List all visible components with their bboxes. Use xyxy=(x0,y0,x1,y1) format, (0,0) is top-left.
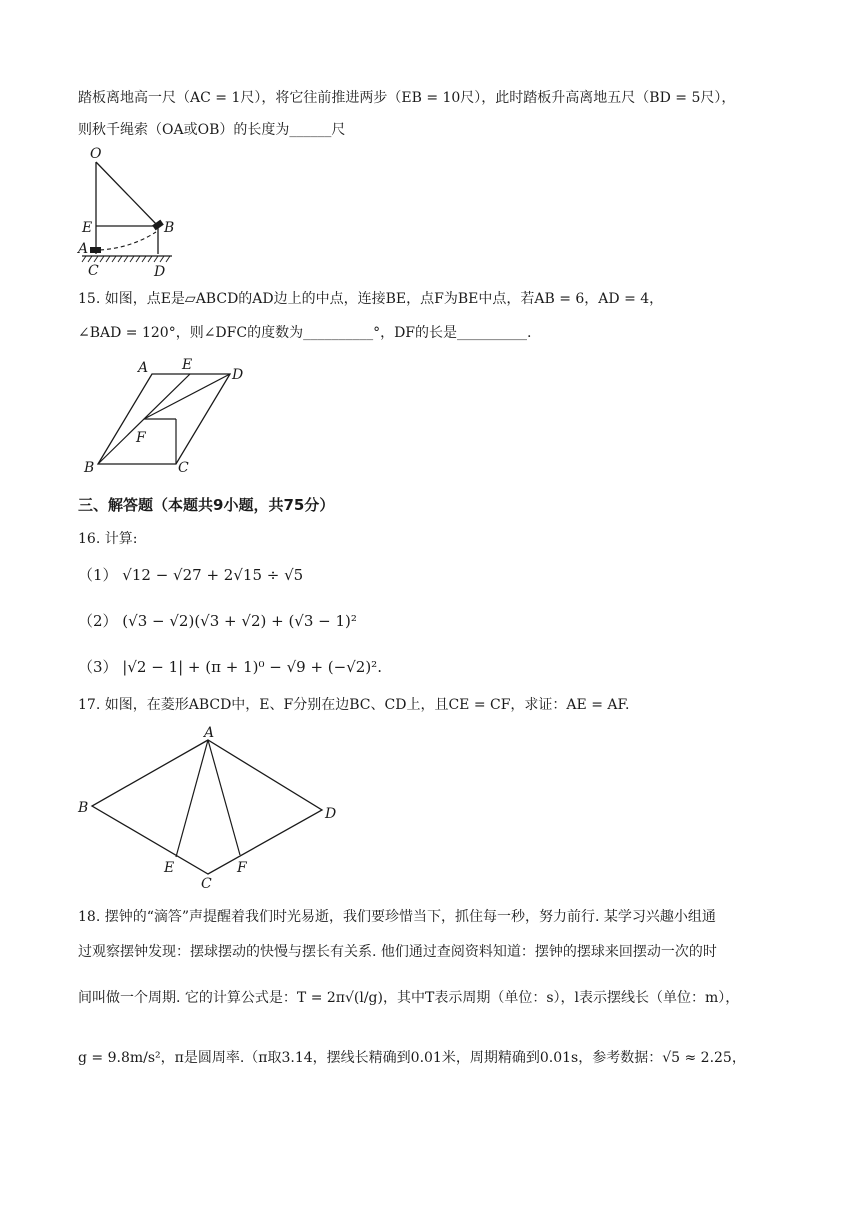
q17-label-D: D xyxy=(325,806,337,822)
q18-text-line3: 间叫做一个周期. 它的计算公式是：T = 2π√(l/g)，其中T表示周期（单位：s），l表示摆线长（单位：m）， xyxy=(78,990,740,1006)
q14-label-D: D xyxy=(154,264,166,278)
q17-label-C: C xyxy=(201,876,212,892)
q14-swing-figure xyxy=(76,146,186,278)
q15-text-line1: 15. 如图，点E是▱ABCD的AD边上的中点，连接BE，点F为BE中点，若AB = 6，AD = 4， xyxy=(78,291,664,307)
q17-stem: 17. 如图，在菱形ABCD中，E、F分别在边BC、CD上，且CE = CF，求证：AE = AF. xyxy=(78,697,630,713)
q15-label-F: F xyxy=(136,430,146,446)
q15-label-A: A xyxy=(138,360,149,376)
q15-label-B: B xyxy=(84,460,95,476)
q17-label-B: B xyxy=(78,800,89,816)
q17-label-F: F xyxy=(237,860,247,876)
q16-stem: 16. 计算: xyxy=(78,531,138,547)
q17-label-A: A xyxy=(204,725,215,741)
section-title: 三、解答题（本题共9小题，共75分） xyxy=(78,496,335,514)
q14-text-line1: 踏板离地高一尺（AC = 1尺），将它往前推进两步（EB = 10尺），此时踏板升高离地五尺（BD = 5尺）， xyxy=(78,90,736,106)
q18-text-line2: 过观察摆钟发现：摆球摆动的快慢与摆长有关系. 他们通过查阅资料知道：摆钟的摆球来回摆动一次的时 xyxy=(78,944,717,960)
q14-label-C: C xyxy=(88,263,99,278)
q15-label-D: D xyxy=(232,367,244,383)
q18-text-line1: 18. 摆钟的“滴答”声提醒着我们时光易逝，我们要珍惜当下，抓住每一秒，努力前行. 某学习兴趣小组通 xyxy=(78,909,716,925)
q15-label-E: E xyxy=(182,357,193,373)
q14-text-line2: 则秋千绳索（OA或OB）的长度为______尺 xyxy=(78,122,346,138)
q15-label-C: C xyxy=(178,460,189,476)
q14-label-E: E xyxy=(82,220,93,236)
q14-label-A: A xyxy=(78,241,89,257)
q15-parallelogram-figure xyxy=(80,352,260,477)
q15-text-line2: ∠BAD = 120°，则∠DFC的度数为__________°，DF的长是__________. xyxy=(78,325,532,341)
q16-part3: （3） |√2 − 1| + (π + 1)⁰ − √9 + (−√2)². xyxy=(78,658,382,676)
q14-label-B: B xyxy=(164,220,175,236)
q18-text-line4: g = 9.8m/s²，π是圆周率.（π取3.14，摆线长精确到0.01米，周期精确到0.01s，参考数据：√5 ≈ 2.25， xyxy=(78,1050,746,1066)
q17-rhombus-figure xyxy=(74,724,354,892)
q14-label-O: O xyxy=(90,146,102,162)
q17-label-E: E xyxy=(164,860,175,876)
q16-part2: （2） (√3 − √2)(√3 + √2) + (√3 − 1)² xyxy=(78,612,357,630)
q16-part1: （1） √12 − √27 + 2√15 ÷ √5 xyxy=(78,566,304,584)
